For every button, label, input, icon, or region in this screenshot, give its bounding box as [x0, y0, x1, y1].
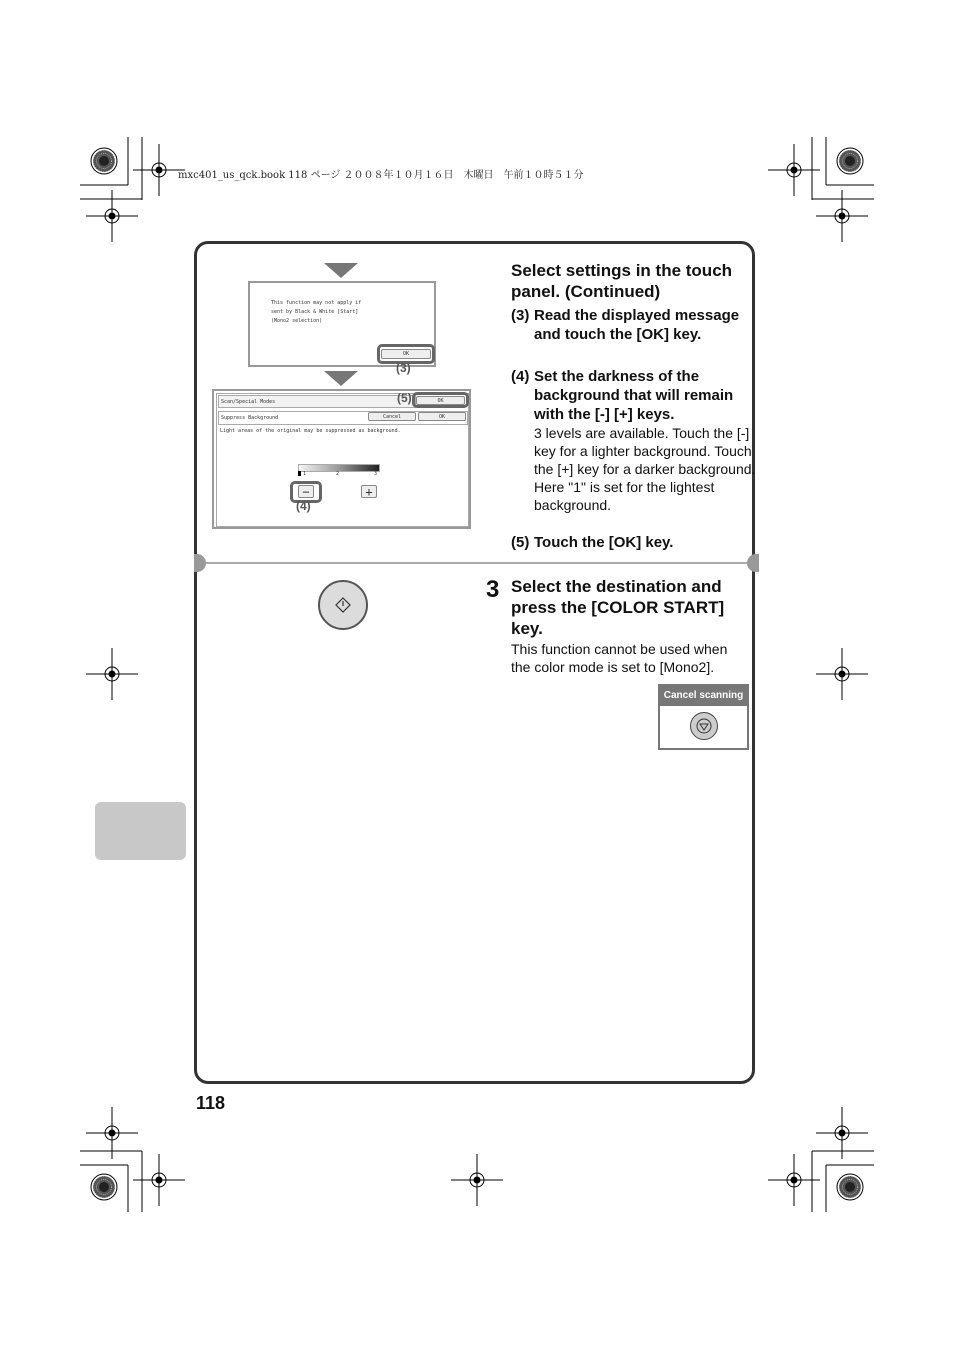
- message-line: sent by Black & White [Start]: [271, 309, 359, 315]
- instruction-number: (5): [511, 534, 530, 551]
- registration-mark-icon: [91, 1174, 117, 1200]
- flow-arrow: [324, 263, 358, 278]
- stop-icon: [691, 713, 717, 739]
- divider-right-marker: [747, 554, 759, 572]
- instruction-4: [511, 367, 751, 424]
- breadcrumb-label: Scan/Special Modes: [221, 399, 276, 405]
- step-description: This function cannot be used when the color mode is set to [Mono2].: [511, 641, 728, 675]
- scale-selected-marker: [298, 471, 301, 476]
- cancel-button[interactable]: Cancel: [368, 412, 416, 421]
- registration-mark-icon: [451, 1154, 503, 1206]
- cancel-scanning-panel: [658, 684, 749, 750]
- chapter-tab: [95, 802, 186, 860]
- mode-title-label: Suppress Background: [221, 415, 279, 421]
- callout-4: (4): [296, 499, 311, 513]
- cancel-scanning-label: Cancel scanning: [660, 686, 747, 706]
- callout-5: (5): [397, 391, 412, 405]
- instruction-text: Touch the [OK] key.: [534, 534, 674, 551]
- registration-mark-icon: [86, 190, 138, 242]
- registration-mark-icon: [133, 1154, 185, 1206]
- message-line: This function may not apply if: [271, 300, 362, 306]
- instruction-text: Set the darkness of the background that will remain with the [-] [+] keys.: [534, 368, 734, 423]
- ok-button[interactable]: OK: [418, 412, 466, 421]
- instruction-4-description: 3 levels are available. Touch the [-] key for a lighter background. Touch the [+] key for a darker background. Here "1" is set for the lightest background.: [534, 425, 756, 513]
- print-header: mxc401_us_qck.book 118 ページ ２００８年１０月１６日 木曜日 午前１０時５１分: [178, 170, 584, 181]
- instruction-text: Read the displayed message and touch the [OK] key.: [534, 307, 740, 343]
- instruction-number: (4): [511, 368, 530, 385]
- ok-top-button[interactable]: OK: [416, 396, 465, 405]
- color-start-key[interactable]: [318, 580, 368, 630]
- registration-mark-icon: [86, 648, 138, 700]
- minus-button[interactable]: −: [298, 485, 314, 498]
- step-number: 3: [486, 576, 500, 603]
- message-screen: [248, 281, 436, 367]
- registration-mark-icon: [837, 148, 863, 174]
- registration-mark-icon: [816, 190, 868, 242]
- section-title: Select settings in the touch panel. (Continued): [511, 261, 733, 301]
- mode-description: Light areas of the original may be suppressed as background.: [220, 428, 401, 434]
- section-divider: [197, 562, 752, 564]
- plus-button[interactable]: +: [361, 485, 377, 498]
- registration-mark-icon: [837, 1174, 863, 1200]
- instruction-number: (3): [511, 307, 530, 324]
- registration-mark-icon: [91, 148, 117, 174]
- page-number: 118: [196, 1093, 226, 1113]
- stop-key[interactable]: [690, 712, 718, 740]
- ok-button[interactable]: OK: [381, 349, 431, 359]
- suppress-background-screen: [212, 389, 471, 529]
- scale-label: 3: [374, 471, 378, 477]
- message-line: (Mono2 selection): [271, 318, 323, 324]
- breadcrumb: [218, 395, 416, 408]
- registration-mark-icon: [816, 648, 868, 700]
- instruction-3: [511, 306, 751, 364]
- scale-label: 2: [336, 471, 340, 477]
- flow-arrow: [324, 371, 358, 386]
- callout-3: (3): [396, 361, 411, 375]
- step-title: Select the destination and press the [COLOR START] key.: [511, 577, 725, 638]
- color-start-icon: [320, 582, 366, 628]
- instruction-5: [511, 533, 751, 553]
- scale-label: 1: [303, 471, 307, 477]
